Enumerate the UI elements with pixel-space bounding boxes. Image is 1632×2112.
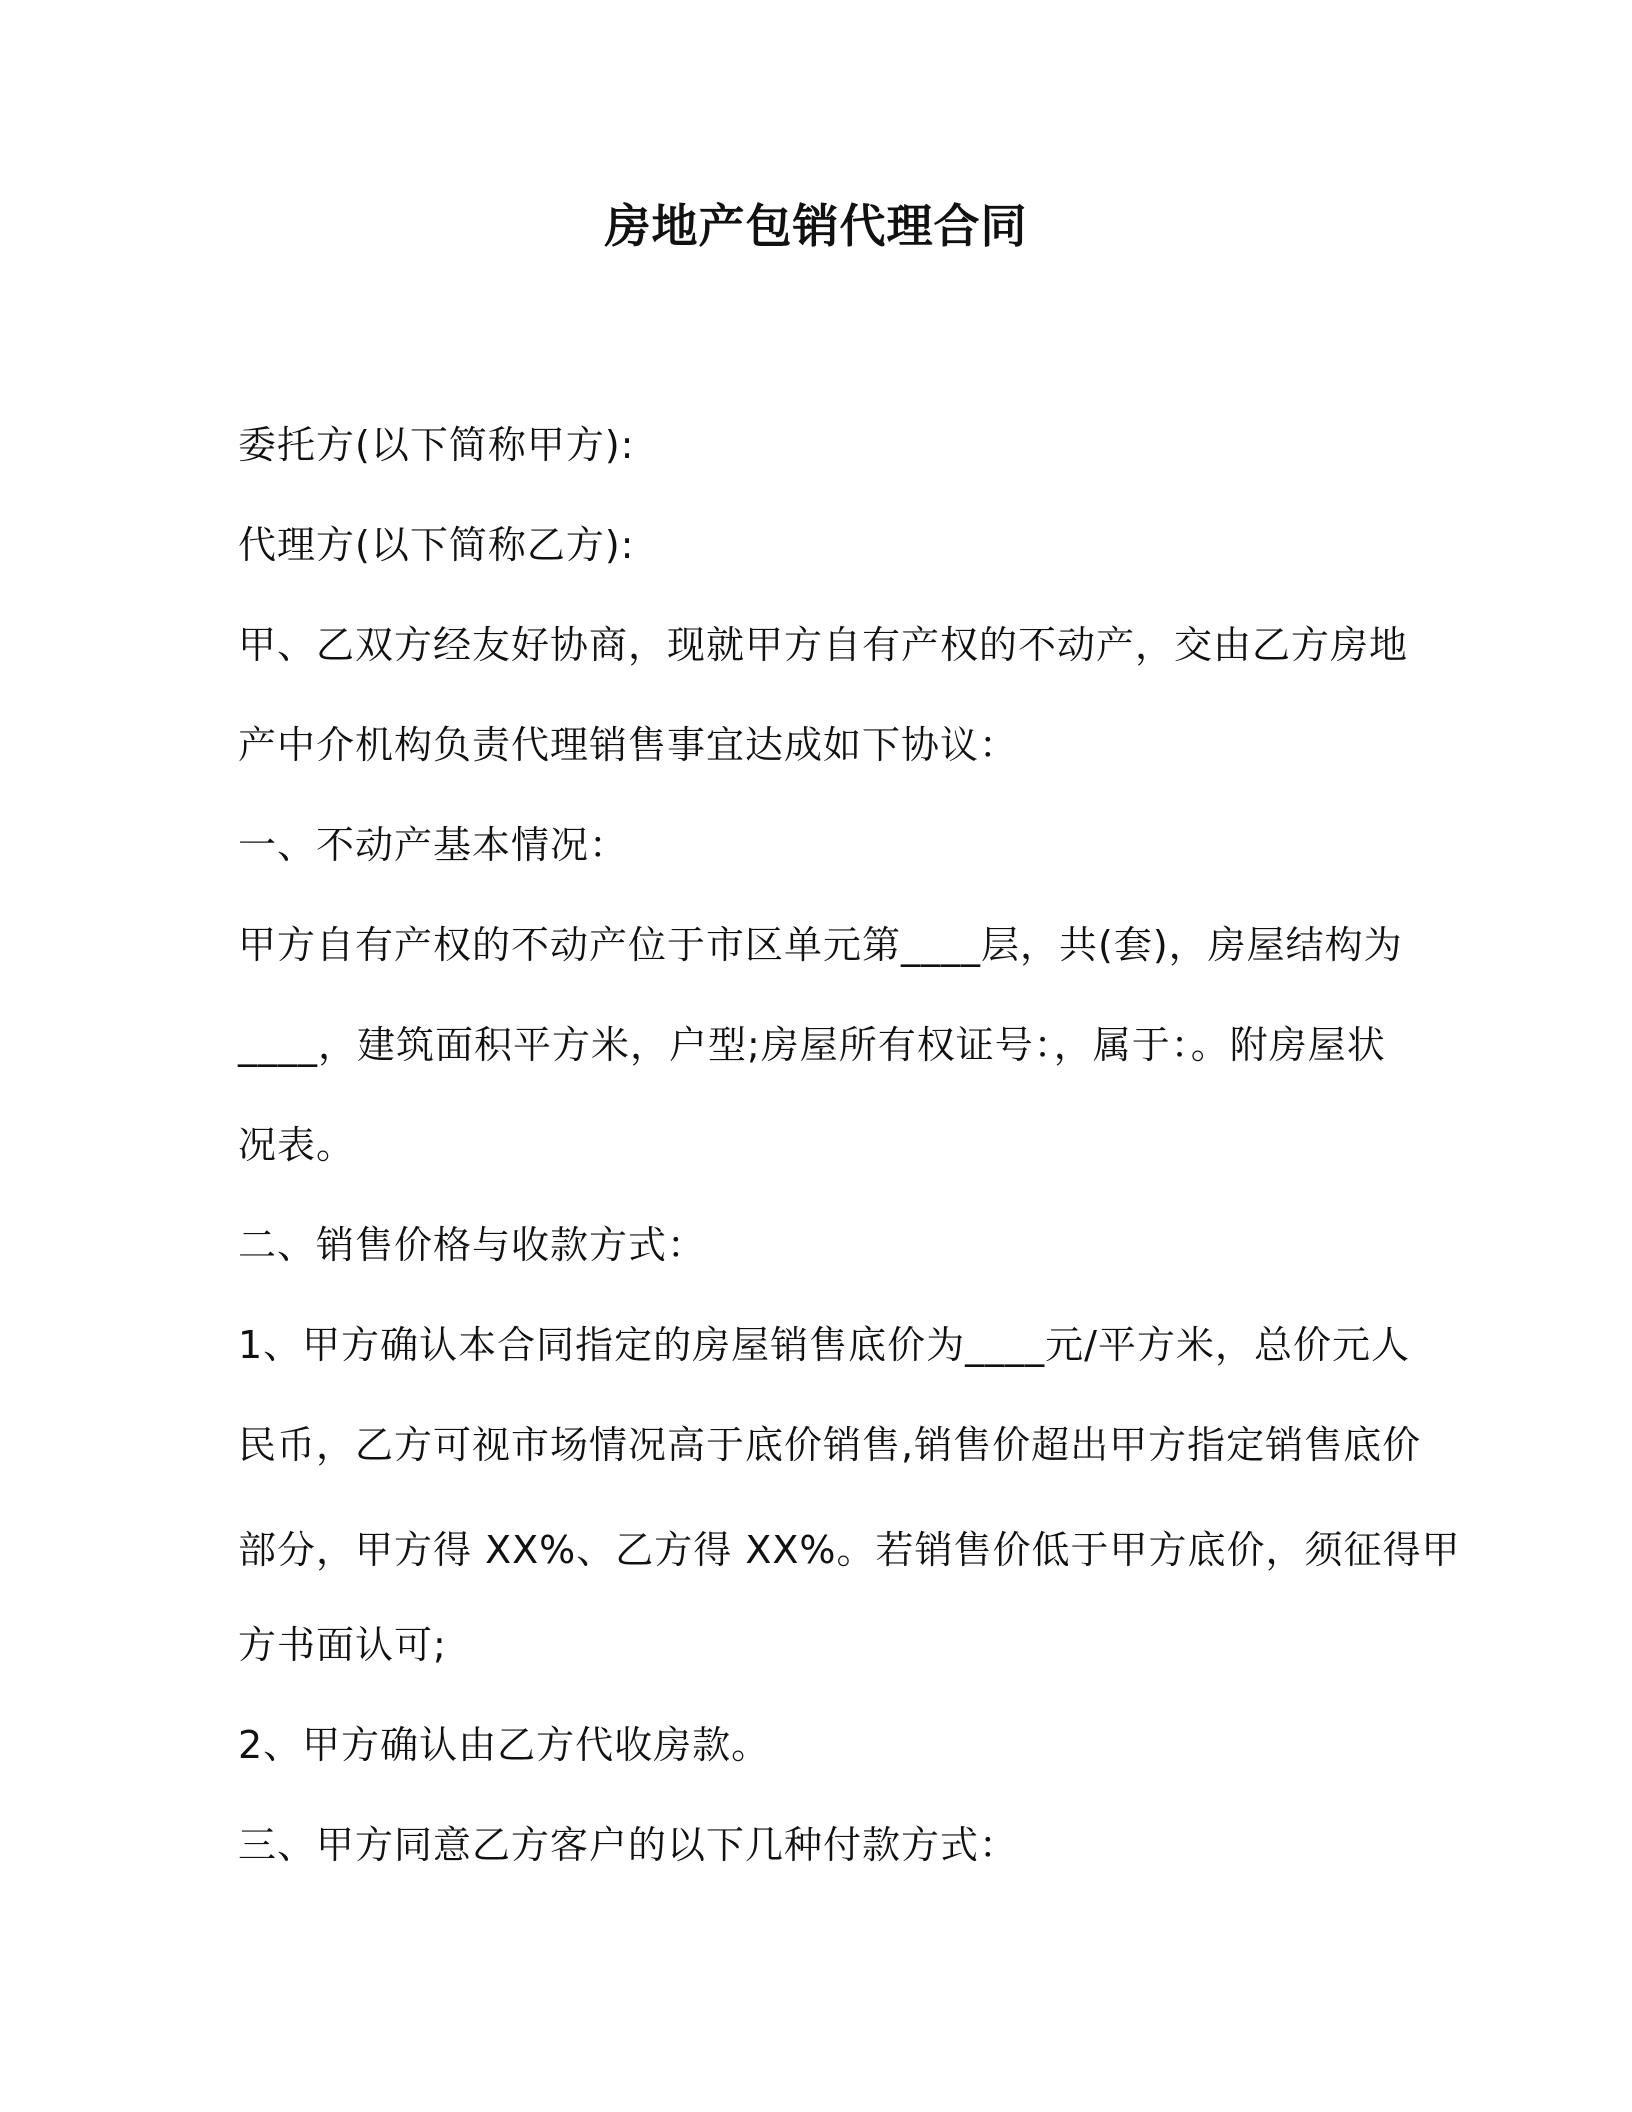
section-1-paragraph-line-3: 况表。 [238,1123,356,1167]
party-b-line: 代理方(以下简称乙方): [238,523,635,567]
clause-2-1-line-1: 1、甲方确认本合同指定的房屋销售底价为____元/平方米，总价元人 [238,1323,1410,1367]
clause-2-2: 2、甲方确认由乙方代收房款。 [238,1723,771,1767]
clause-2-1-line-4: 方书面认可; [238,1623,447,1667]
section-1-heading: 一、不动产基本情况： [238,823,629,867]
party-a-line: 委托方(以下简称甲方): [238,423,635,467]
clause-2-1-line-2: 民币，乙方可视市场情况高于底价销售,销售价超出甲方指定销售底价 [238,1423,1422,1467]
document-title: 房地产包销代理合同 [604,199,1028,253]
intro-paragraph-line-2: 产中介机构负责代理销售事宜达成如下协议： [238,723,1019,767]
clause-2-1-line-3: 部分，甲方得 XX%、乙方得 XX%。若销售价低于甲方底价，须征得甲 [238,1528,1461,1572]
intro-paragraph-line-1: 甲、乙双方经友好协商，现就甲方自有产权的不动产，交由乙方房地 [238,623,1409,667]
section-3-heading: 三、甲方同意乙方客户的以下几种付款方式： [238,1823,1019,1867]
section-2-heading: 二、销售价格与收款方式： [238,1223,707,1267]
section-1-paragraph-line-2: ____，建筑面积平方米，户型;房屋所有权证号：，属于：。附房屋状 [238,1023,1386,1067]
section-1-paragraph-line-1: 甲方自有产权的不动产位于市区单元第____层，共(套)，房屋结构为 [238,923,1403,967]
